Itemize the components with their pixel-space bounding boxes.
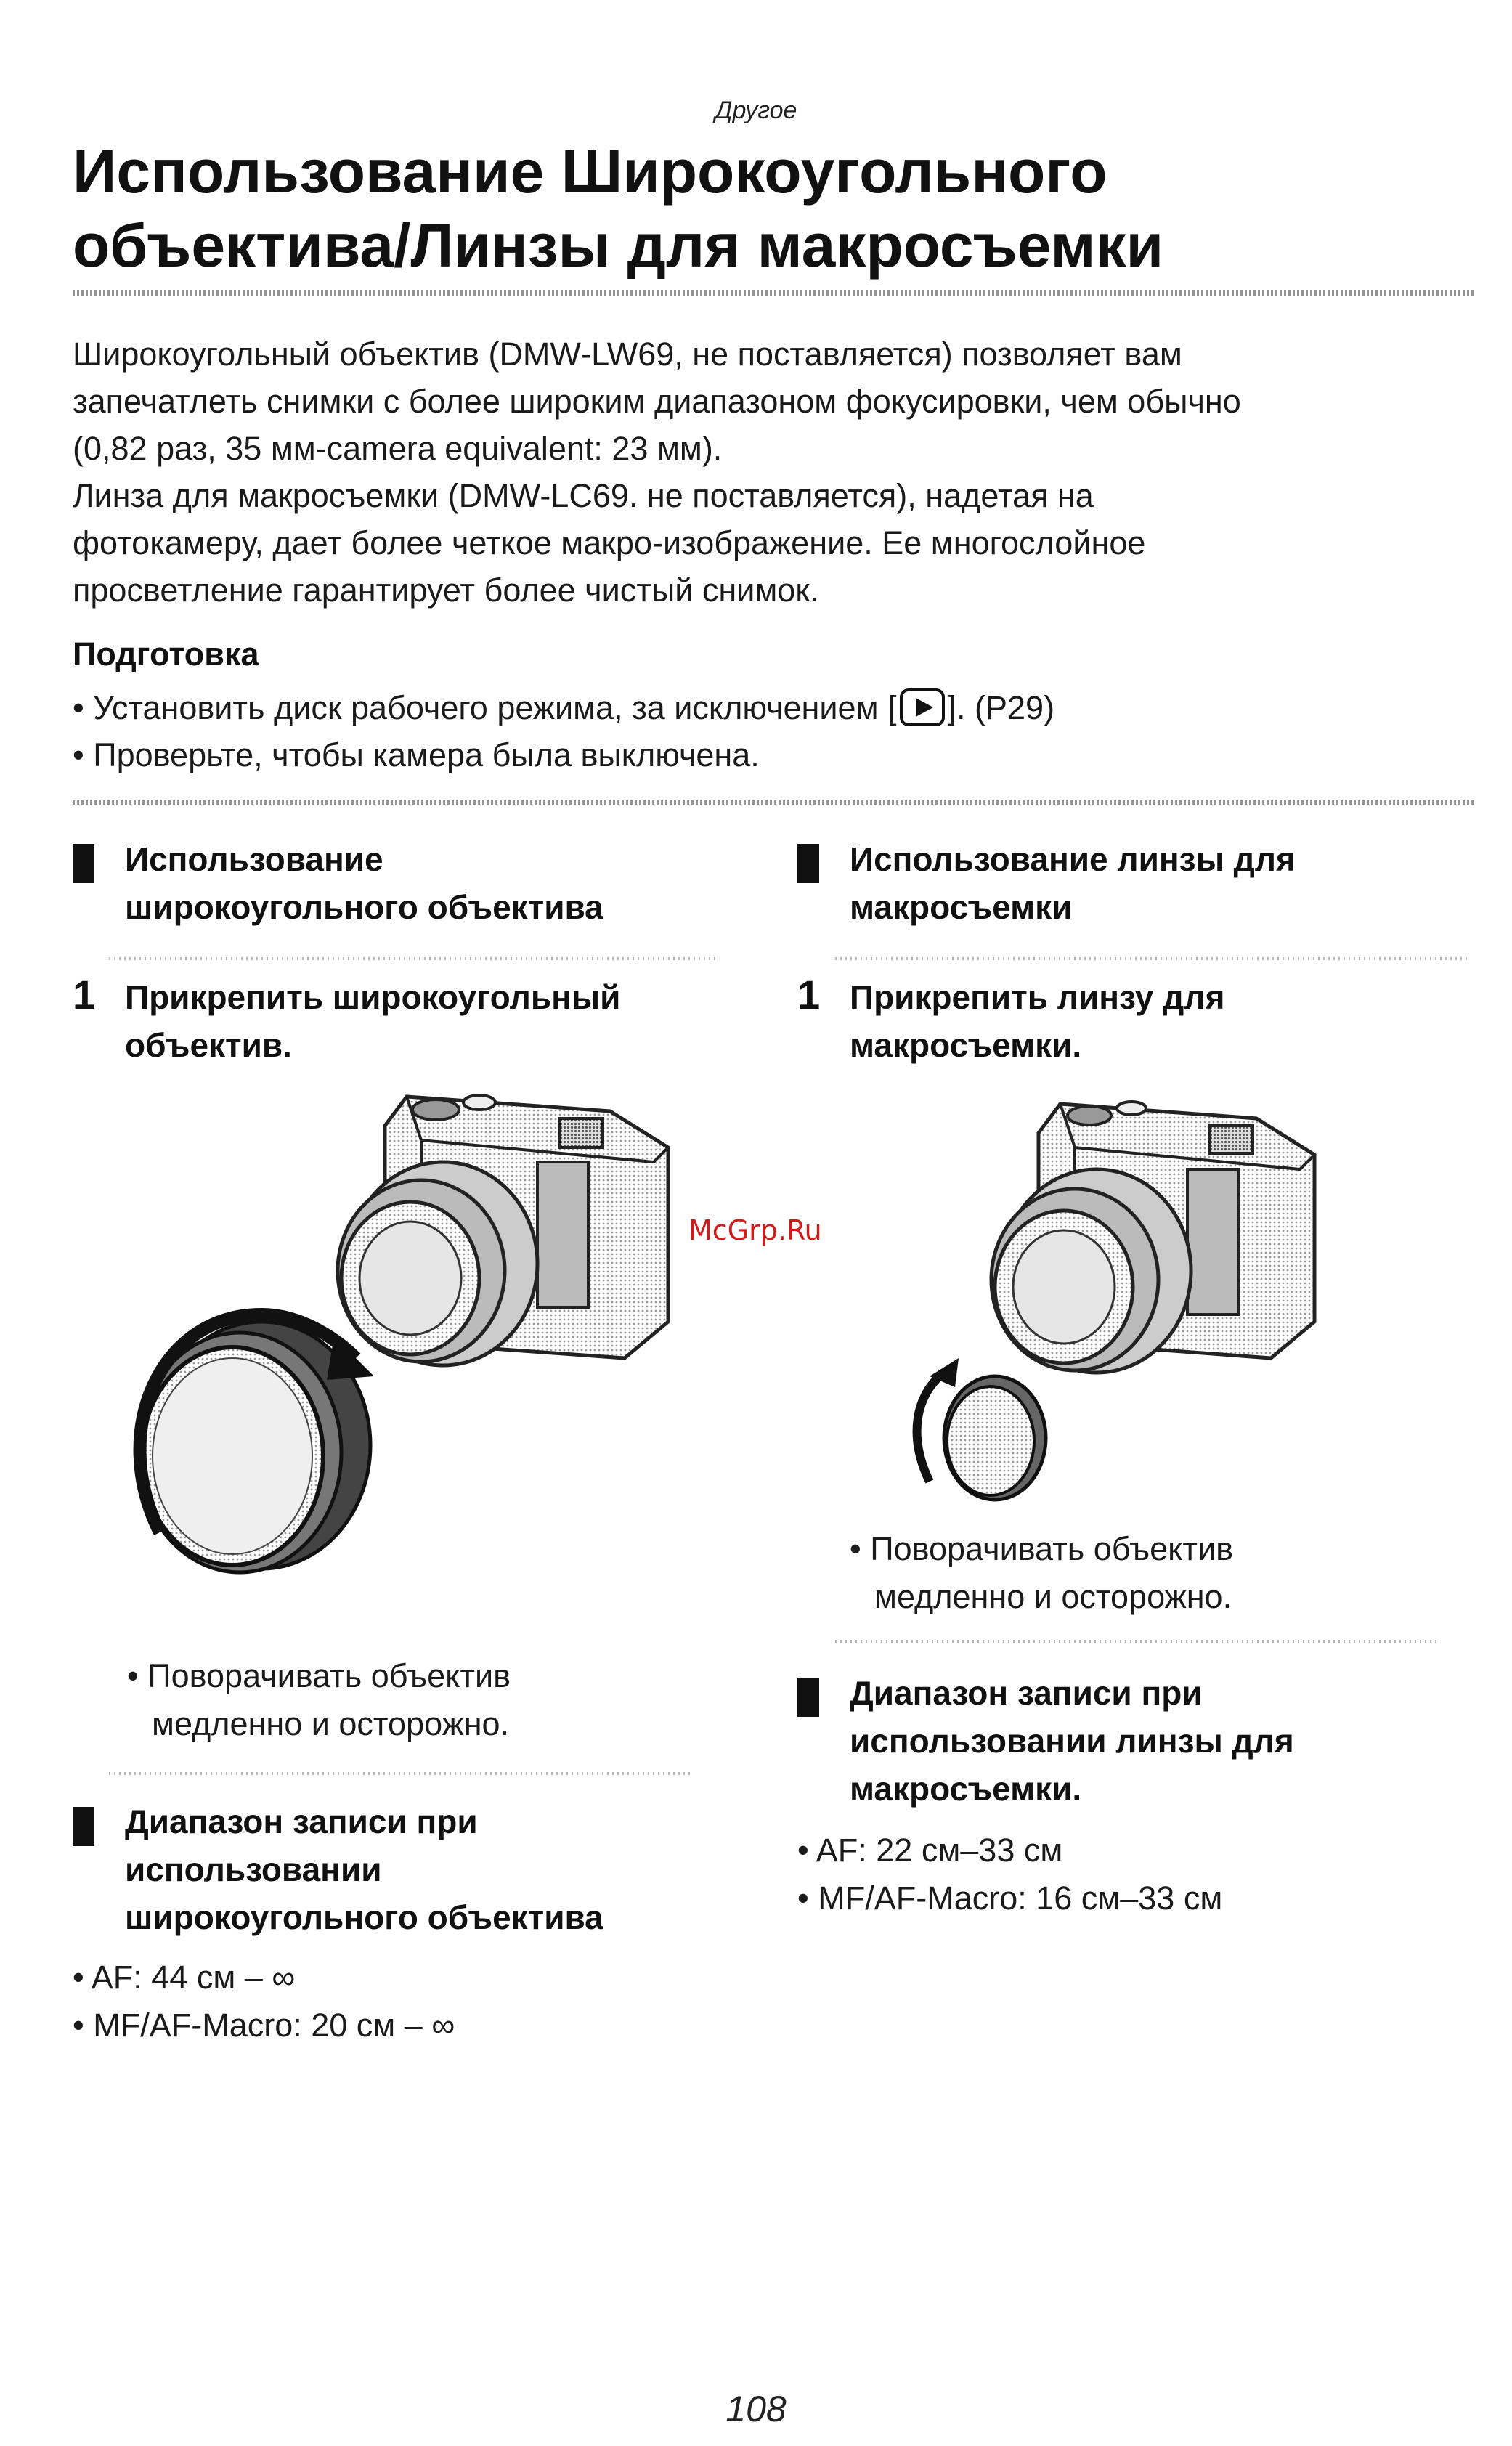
step-divider [109, 957, 719, 960]
left-step-text [125, 973, 749, 1069]
wide-angle-lens-illustration [131, 1082, 712, 1605]
intro-line: запечатлеть снимки с более широким диапазоном фокусировки, чем обычно [73, 383, 1241, 420]
range-item: • AF: 22 см–33 см [797, 1832, 1063, 1869]
note-line: • Поворачивать объектив [127, 1657, 511, 1694]
bullet-text: • Установить диск рабочего режима, за исключением [ [73, 689, 897, 726]
preparation-bullet-1 [73, 684, 1054, 731]
left-range-list [73, 1954, 726, 2049]
heading-line: Диапазон записи при [125, 1803, 478, 1840]
heading-line: широкоугольного объектива [125, 1898, 603, 1936]
heading-line: Использование [125, 840, 383, 878]
right-heading [850, 835, 1474, 931]
step-line: макросъемки. [850, 1026, 1082, 1064]
intro-line: Линза для макросъемки (DMW-LC69. не поставляется), надетая на [73, 477, 1094, 514]
heading-marker [73, 1807, 94, 1846]
step-line: Прикрепить широкоугольный [125, 978, 621, 1016]
watermark: McGrp.Ru [688, 1214, 822, 1246]
range-item: • MF/AF-Macro: 20 см – ∞ [73, 2007, 455, 2044]
heading-marker [797, 844, 819, 883]
range-item: • AF: 44 см – ∞ [73, 1959, 296, 1996]
note-line: • Поворачивать объектив [850, 1530, 1234, 1567]
macro-lens-illustration [915, 1089, 1365, 1525]
title-divider [73, 290, 1474, 296]
left-heading [125, 835, 749, 931]
heading-line: Использование линзы для [850, 840, 1296, 878]
step-number: 1 [73, 972, 96, 1017]
heading-line: использовании линзы для [850, 1722, 1294, 1760]
heading-marker [797, 1678, 819, 1717]
right-range-heading [850, 1669, 1474, 1813]
step-divider [835, 957, 1467, 960]
step-line: объектив. [125, 1026, 292, 1064]
title-line: объектива/Линзы для макросъемки [73, 211, 1164, 280]
intro-line: фотокамеру, дает более четкое макро-изображение. Ее многослойное [73, 524, 1146, 561]
range-item: • MF/AF-Macro: 16 см–33 см [797, 1880, 1223, 1917]
heading-line: использовании [125, 1850, 382, 1888]
intro-line: просветление гарантирует более чистый снимок. [73, 572, 819, 609]
heading-marker [73, 844, 94, 883]
preparation-title: Подготовка [73, 635, 259, 673]
note-line: медленно и осторожно. [152, 1705, 510, 1742]
right-step-text [850, 973, 1474, 1069]
preparation-bullet-2: • Проверьте, чтобы камера была выключена. [73, 736, 760, 773]
right-range-list [797, 1827, 1451, 1922]
left-range-heading [125, 1797, 749, 1941]
step-line: Прикрепить линзу для [850, 978, 1225, 1016]
page-title [73, 134, 1452, 283]
intro-line: (0,82 раз, 35 мм-camera equivalent: 23 мм). [73, 430, 723, 467]
macro-lens-icon [944, 1376, 1046, 1500]
title-line: Использование Широкоугольного [73, 137, 1107, 206]
note-divider [835, 1640, 1438, 1643]
note-line: медленно и осторожно. [874, 1578, 1232, 1615]
camera-icon [991, 1102, 1314, 1373]
heading-line: Диапазон записи при [850, 1674, 1203, 1712]
heading-line: широкоугольного объектива [125, 888, 603, 926]
section-label: Другое [715, 97, 797, 124]
playback-icon [900, 688, 945, 726]
step-number: 1 [797, 972, 821, 1017]
heading-line: макросъемки. [850, 1770, 1082, 1808]
heading-line: макросъемки [850, 888, 1073, 926]
page-number: 108 [725, 2389, 787, 2429]
camera-icon [338, 1095, 668, 1365]
section-divider [73, 800, 1474, 805]
intro-paragraph [73, 330, 1474, 614]
left-note [127, 1652, 752, 1748]
note-divider [109, 1772, 690, 1775]
right-note [850, 1525, 1474, 1621]
intro-line: Широкоугольный объектив (DMW-LW69, не поставляется) позволяет вам [73, 336, 1182, 373]
bullet-text: ]. (P29) [947, 689, 1055, 726]
